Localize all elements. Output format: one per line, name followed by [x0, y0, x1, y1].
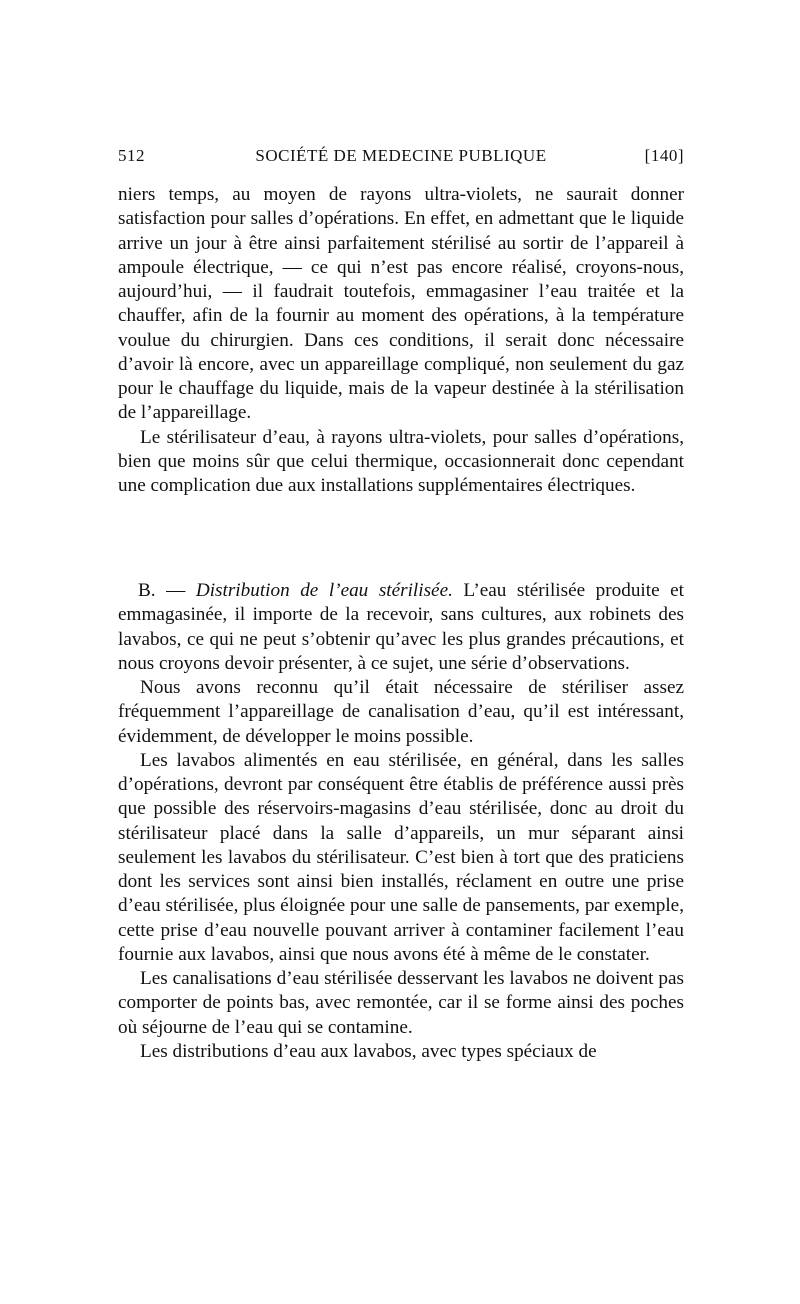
section-b-first-paragraph-text: L’eau stérilisée produite et emmagasinée, il importe de la recevoir, sans cultures, aux robinets des lavabos, ce qui ne peut s’obtenir qu’avec les plus grandes précautions, et nous croyons devoir présenter, à ce sujet, une série d’observations. [118, 580, 684, 674]
paragraph-sterilize-piping: Nous avons reconnu qu’il était nécessaire de stériliser assez fréquemment l’appareillage de canalisation d’eau, qu’il est intéressant, évidemment, de développer le moins possible. [118, 677, 684, 747]
paragraph-lavabo-placement: Les lavabos alimentés en eau stérilisée, en général, dans les salles d’opérations, devront par conséquent être établis de préférence aussi près que possible des réservoirs-magasins d’eau stérilisée, donc au droit du stérilisateur placé dans la salle d’appareils, un mur séparant ainsi seulement les lavabos du stérilisateur. C’est bien à tort que des praticiens dont les services sont ainsi bien installés, réclament en outre une prise d’eau stérilisée, plus éloignée pour une salle de pansements, par exemple, cette prise d’eau nouvelle pouvant arriver à contaminer facilement l’eau fournie aux lavabos, ainsi que nous avons été à même de le constater. [118, 749, 684, 965]
section-b-title: Distribution de l’eau stérilisée. [195, 580, 453, 601]
paragraph-no-low-points: Les canalisations d’eau stérilisée desservant les lavabos ne doivent pas comporter de points bas, avec remontée, car il se forme ainsi des poches où séjourne de l’eau qui se contamine. [118, 968, 684, 1038]
text-block-section-b [118, 579, 684, 1064]
paragraph-distribution-types: Les distributions d’eau aux lavabos, avec types spéciaux de [140, 1040, 597, 1062]
page-number: 512 [118, 146, 145, 165]
text-block-ultraviolet [118, 183, 684, 498]
running-title: SOCIÉTÉ DE MEDECINE PUBLIQUE [255, 146, 547, 165]
page-header [118, 146, 684, 170]
paragraph-continued: niers temps, au moyen de rayons ultra-violets, ne saurait donner satisfaction pour salles d’opérations. En effet, en admettant que le liquide arrive un jour à être ainsi parfaitement stérilisé au sortir de l’appareil à ampoule électrique, — ce qui n’est pas encore réalisé, croyons-nous, aujourd’hui, — il faudrait toutefois, emmagasiner l’eau traitée et la chauffer, afin de la fournir au moment des opérations, à la température voulue du chirurgien. Dans ces conditions, il serait donc nécessaire d’avoir là encore, avec un appareillage compliqué, non seulement du gaz pour le chauffage du liquide, mais de la vapeur destinée à la stérilisation de l’appareillage. [118, 184, 684, 424]
paragraph-ultraviolet-sterilizer: Le stérilisateur d’eau, à rayons ultra-violets, pour salles d’opérations, bien que moins sûr que celui thermique, occasionnerait donc cependant une complication due aux installations supplémentaires électriques. [118, 426, 684, 496]
section-b-first-paragraph [118, 579, 684, 676]
section-number: [140] [644, 146, 684, 165]
section-b-label: B. — [138, 580, 196, 601]
